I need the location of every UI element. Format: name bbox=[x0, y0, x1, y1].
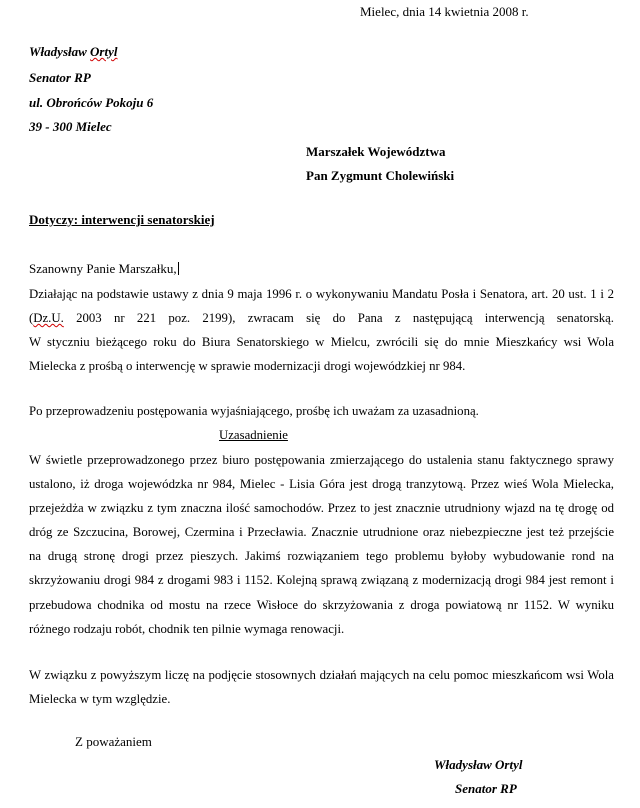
paragraph-line: skrzyżowaniu drogi 984 z drogami 983 i 1152. Kolejną sprawą związaną z modernizacją drogi 984 jest remont i bbox=[29, 573, 614, 588]
paragraph-line: W związku z powyższym liczę na podjęcie stosownych działań mających na celu pomoc mieszkańcom wsi Wola bbox=[29, 668, 614, 682]
subject-line: Dotyczy: interwencji senatorskiej bbox=[29, 212, 215, 227]
sender-last-name: Ortyl bbox=[90, 44, 118, 59]
paragraph-line: ustalono, iż droga wojewódzka nr 984, Mielec - Lisia Góra jest drogą tranzytową. Przez wieś Wola Mielecka, bbox=[29, 477, 614, 492]
paragraph-line: Mielecka w tym względzie. bbox=[29, 692, 171, 707]
sender-street: ul. Obrońców Pokoju 6 bbox=[29, 95, 154, 110]
paragraph-line: Mielecka z prośbą o interwencję w sprawie modernizacji drogi wojewódzkiej nr 984. bbox=[29, 359, 466, 374]
paren-open: ( bbox=[29, 311, 34, 326]
sender-first-name: Władysław bbox=[29, 44, 91, 59]
paragraph-line: na drugą stronę drogi przez pieszych. Jakimś rozwiązaniem tego problemu byłoby wybudowanie rond na bbox=[29, 549, 614, 564]
signature-title: Senator RP bbox=[455, 781, 517, 796]
salutation-text: Szanowny Panie Marszałku, bbox=[29, 261, 177, 276]
text-cursor bbox=[178, 262, 179, 275]
signature-name: Władysław Ortyl bbox=[434, 757, 523, 772]
paragraph-line: dróg ze Szczucina, Borowej, Czermina i Przecławia. Znacznie utrudnione oraz niebezpieczne jest też przejście bbox=[29, 525, 614, 540]
paragraph-conclusion: Po przeprowadzeniu postępowania wyjaśniającego, prośbę ich uważam za uzasadnioną. bbox=[29, 404, 479, 418]
paragraph-justification bbox=[29, 448, 614, 641]
sender-city: 39 - 300 Mielec bbox=[29, 119, 112, 134]
paragraph-line bbox=[29, 306, 614, 330]
sender-name bbox=[29, 44, 118, 60]
paragraph-line: Działając na podstawie ustawy z dnia 9 maja 1996 r. o wykonywaniu Mandatu Posła i Senatora, art. 20 ust. 1 i 2 bbox=[29, 287, 614, 301]
place-date: Mielec, dnia 14 kwietnia 2008 r. bbox=[360, 4, 529, 19]
paragraph-line: przejeżdża w związku z tym znaczna ilość samochodów. Przez to jest znacznie utrudniony wjazd na tę drogę od bbox=[29, 501, 614, 516]
paragraph-line: przebudowa chodnika od mostu na rzece Wisłoce do skrzyżowania z droga powiatową nr 1152. W wyniku bbox=[29, 597, 614, 612]
recipient-line1: Marszałek Województwa bbox=[306, 144, 446, 159]
recipient-line2: Pan Zygmunt Cholewiński bbox=[306, 168, 455, 183]
paragraph-line: W styczniu bieżącego roku do Biura Senatorskiego w Mielcu, zwrócili się do mnie Mieszkańcy wsi Wola bbox=[29, 335, 614, 350]
paragraph-request bbox=[29, 663, 614, 711]
paragraph-fragment: 2003 nr 221 poz. 2199), zwracam się do Pana z następującą interwencją senatorską. bbox=[63, 311, 614, 326]
dzu-reference: Dz.U. bbox=[33, 311, 64, 326]
sender-title: Senator RP bbox=[29, 70, 91, 85]
salutation bbox=[29, 261, 179, 277]
closing: Z poważaniem bbox=[75, 734, 152, 749]
justification-heading: Uzasadnienie bbox=[219, 428, 288, 442]
paragraph-line: różnego rodzaju robót, chodnik ten pilnie wymaga renowacji. bbox=[29, 621, 345, 636]
paragraph-line: W świetle przeprowadzonego przez biuro postępowania zmierzającego do ustalenia stanu faktycznego sprawy bbox=[29, 453, 614, 467]
paragraph-intro bbox=[29, 282, 614, 378]
